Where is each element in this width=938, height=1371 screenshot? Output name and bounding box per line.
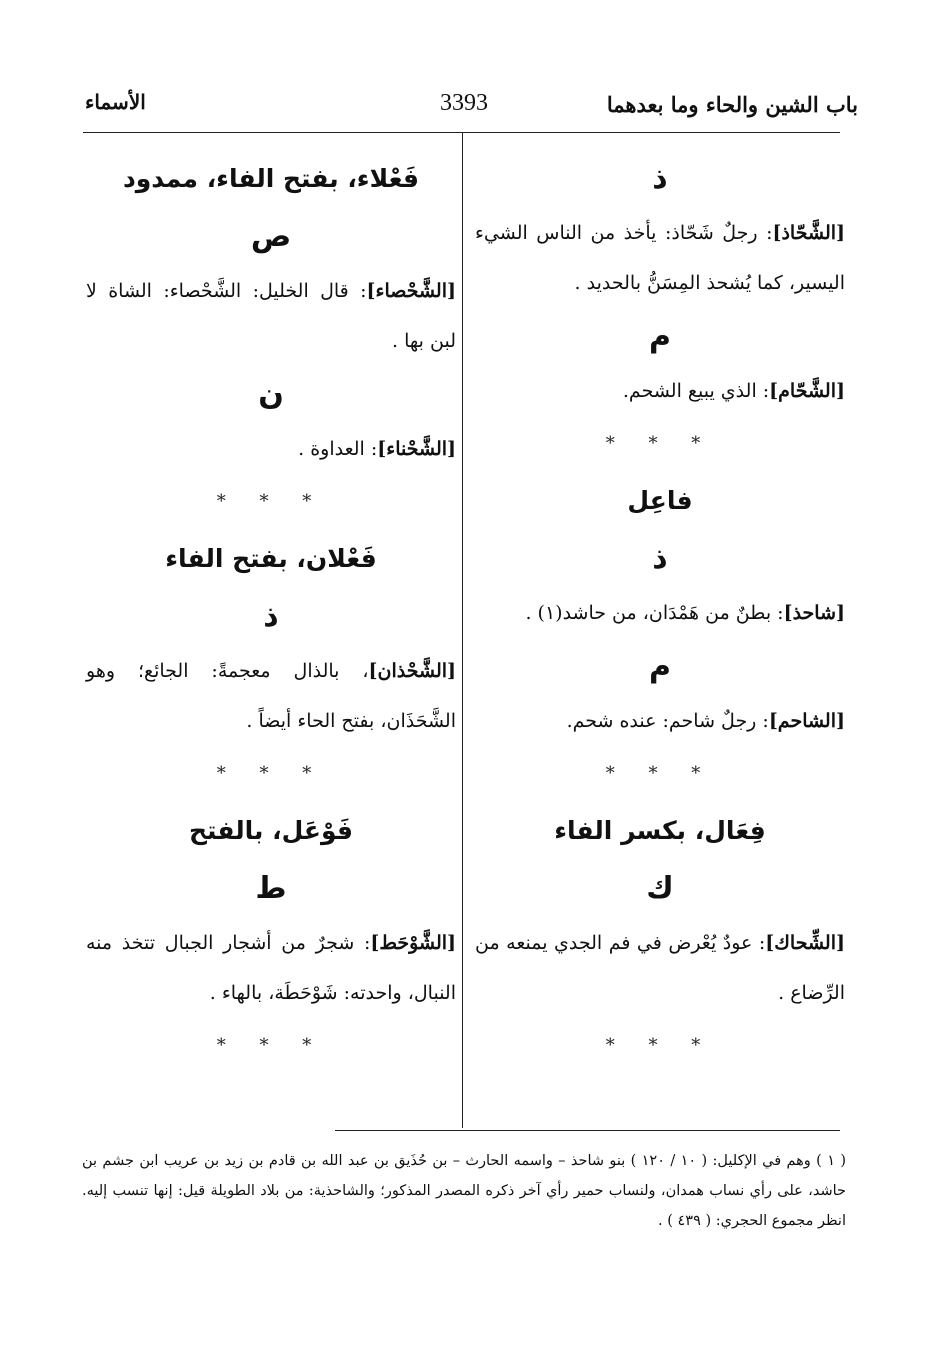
entry-term: [الشَّحْذان] xyxy=(368,660,456,682)
right-column xyxy=(475,150,845,1074)
footnote: ( ١ ) وهم في الإكليل: ( ١٠ / ١٢٠ ) بنو شاحذ – واسمه الحارث – بن حُذَيق بن عبد الله بن قادم بن زيد بن عريب ابن جشم بن حاشد، على رأي نساب همدان، ولنساب حمير رأي آخر ذكره المصدر المذكور؛ والشاحذية: من بلاد الطويلة قيل: إنها تنسب إليه. انظر مجموع الحجري: ( ٤٣٩ ) . xyxy=(82,1153,846,1229)
entry-definition: : العداوة . xyxy=(298,438,378,460)
entry-definition: ، بالذال معجمةً: الجائع؛ وهو الشَّحَذَان، بفتح الحاء أيضاً . xyxy=(86,660,456,732)
dictionary-entry xyxy=(475,208,845,308)
pattern-heading: فَعْلان، بفتح الفاء xyxy=(165,544,377,573)
section-separator: * * * xyxy=(605,433,715,454)
entry-term: [الشَّحّاذ] xyxy=(772,222,845,244)
chapter-title: باب الشين والحاء وما بعدهما xyxy=(606,92,858,117)
pattern-heading: فَعْلاء، بفتح الفاء، ممدود xyxy=(122,164,420,193)
root-letter: ن xyxy=(258,377,284,412)
entry-definition: : رجلٌ شاحم: عنده شحم. xyxy=(566,710,769,732)
root-letter: ذ xyxy=(652,541,668,576)
entry-definition: : رجلٌ شَحّاذ: يأخذ من الناس الشيء اليسير، كما يُشحذ المِسَنُّ بالحديد . xyxy=(475,222,845,294)
column-divider xyxy=(462,133,463,1128)
pattern-heading: فَوْعَل، بالفتح xyxy=(188,816,353,845)
pattern-heading: فاعِل xyxy=(627,486,693,515)
root-letter: ذ xyxy=(652,161,668,196)
section-separator: * * * xyxy=(605,763,715,784)
footnote-rule xyxy=(335,1130,840,1131)
page-header xyxy=(60,82,858,126)
root-letter: ط xyxy=(255,871,287,906)
entry-definition: : الذي يبيع الشحم. xyxy=(622,380,770,402)
section-separator: * * * xyxy=(216,1035,326,1056)
entry-term: [الشاحم] xyxy=(768,710,845,732)
entry-definition: : قال الخليل: الشَّحْصاء: الشاة لا لبن بها . xyxy=(86,280,456,352)
entry-definition: : عودٌ يُعْرض في فم الجدي يمنعه من الرِّضاع . xyxy=(475,932,845,1004)
dictionary-entry xyxy=(475,918,845,1018)
section-title: الأسماء xyxy=(85,90,146,114)
entry-term: [شاحذ] xyxy=(783,602,845,624)
dictionary-entry xyxy=(475,588,845,638)
entry-definition: : شجرٌ من أشجار الجبال تتخذ منه النبال، واحدته: شَوْحَطَة، بالهاء . xyxy=(86,932,456,1004)
dictionary-entry xyxy=(86,266,456,366)
pattern-heading: فِعَال، بكسر الفاء xyxy=(554,816,766,845)
left-column xyxy=(86,150,456,1074)
entry-term: [الشِّحاك] xyxy=(765,932,845,954)
dictionary-entry xyxy=(475,366,845,416)
dictionary-entry xyxy=(475,696,845,746)
root-letter: ذ xyxy=(263,599,279,634)
entry-term: [الشَّحّام] xyxy=(769,380,845,402)
dictionary-entry xyxy=(86,424,456,474)
section-separator: * * * xyxy=(216,763,326,784)
root-letter: ك xyxy=(646,871,674,906)
entry-term: [الشَّحْصاء] xyxy=(366,280,456,302)
entry-term: [الشَّوْحَط] xyxy=(370,932,456,954)
dictionary-entry xyxy=(86,646,456,746)
entry-definition: : بطنٌ من هَمْدَان، من حاشد(١) . xyxy=(525,602,784,624)
page-number: 3393 xyxy=(440,90,488,116)
root-letter: ص xyxy=(250,219,292,254)
section-separator: * * * xyxy=(605,1035,715,1056)
dictionary-entry xyxy=(86,918,456,1018)
root-letter: م xyxy=(649,319,671,354)
root-letter: م xyxy=(649,649,671,684)
entry-term: [الشَّحْناء] xyxy=(377,438,456,460)
section-separator: * * * xyxy=(216,491,326,512)
